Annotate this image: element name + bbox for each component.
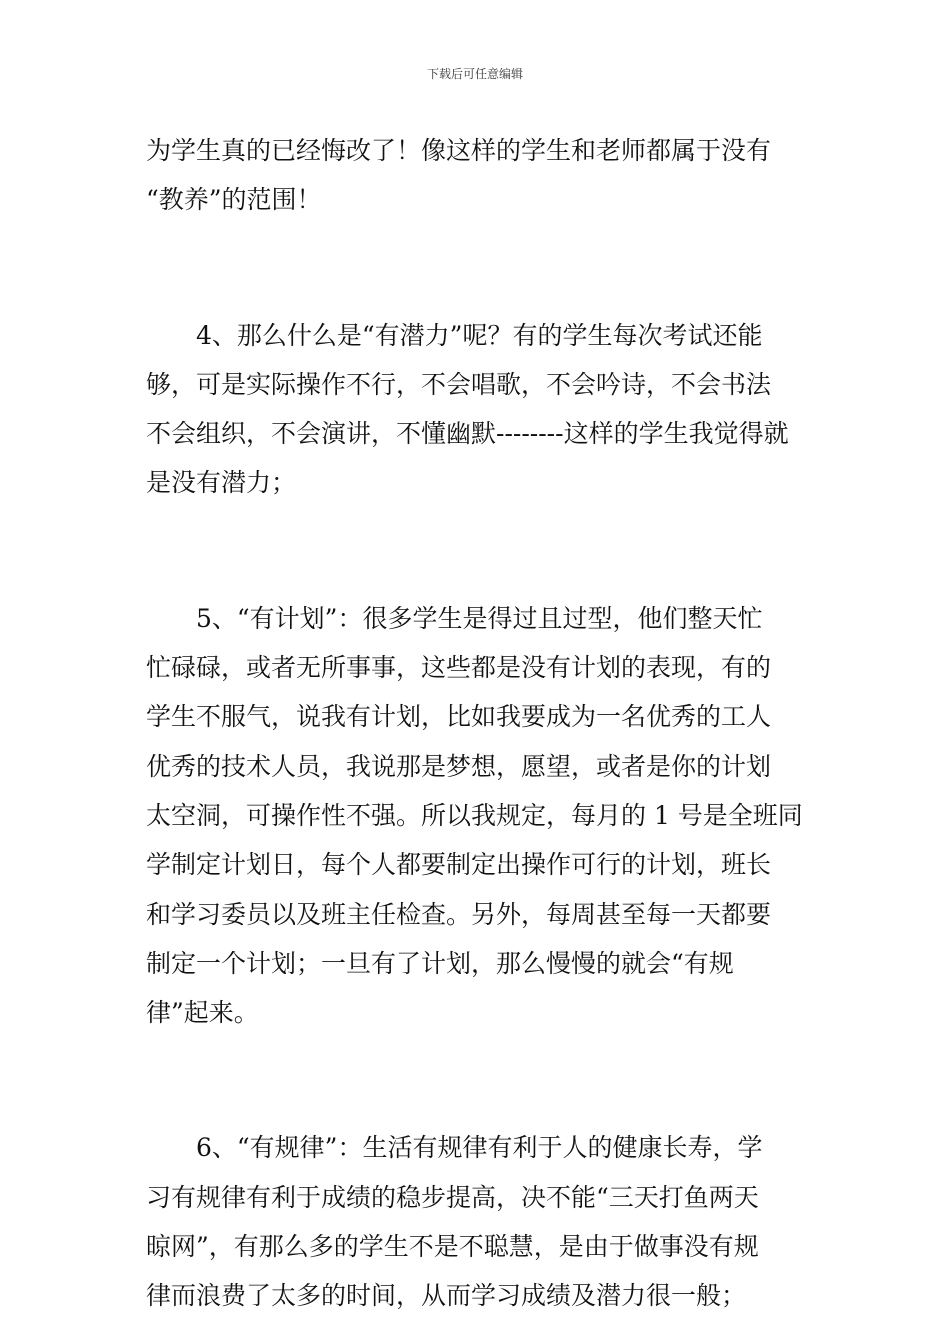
text-line: 忙碌碌，或者无所事事，这些都是没有计划的表现，有的 — [146, 653, 772, 683]
paragraph-spacer — [146, 508, 806, 594]
text-line: 为学生真的已经悔改了！像这样的学生和老师都属于没有 — [146, 136, 772, 165]
text-line: 习有规律有利于成绩的稳步提高，决不能“三天打鱼两天 — [146, 1182, 759, 1212]
text-line: 是没有潜力； — [146, 468, 297, 498]
text-line: 和学习委员以及班主任检查。另外，每周甚至每一天都要 — [146, 899, 772, 929]
paragraph-item-6 — [146, 1123, 806, 1320]
paragraph-item-5 — [146, 594, 806, 1038]
text-line: 优秀的技术人员，我说那是梦想，愿望，或者是你的计划 — [146, 751, 772, 781]
text-line: 4、那么什么是“有潜力”呢？有的学生每次考试还能 — [196, 320, 763, 350]
text-line: 制定一个计划；一旦有了计划，那么慢慢的就会“有规 — [146, 948, 734, 978]
text-line: 学制定计划日，每个人都要制定出操作可行的计划，班长 — [146, 850, 772, 880]
paragraph-spacer — [146, 225, 806, 311]
text-line: 律”起来。 — [146, 998, 259, 1028]
text-line: 晾网”，有那么多的学生不是不聪慧，是由于做事没有规 — [146, 1232, 759, 1262]
text-line: 够，可是实际操作不行，不会唱歌，不会吟诗，不会书法 — [146, 369, 772, 399]
text-line: 学生不服气，说我有计划，比如我要成为一名优秀的工人 — [146, 702, 772, 732]
paragraph-item-4 — [146, 311, 806, 508]
text-line: 不会组织，不会演讲，不懂幽默--------这样的学生我觉得就 — [146, 419, 789, 449]
paragraph-continuation — [146, 126, 806, 225]
text-line: 太空洞，可操作性不强。所以我规定，每月的 1 号是全班同 — [146, 800, 803, 830]
text-line: 律而浪费了太多的时间，从而学习成绩及潜力很一般； — [146, 1281, 747, 1311]
paragraph-spacer — [146, 1037, 806, 1123]
text-line: 5、“有计划”：很多学生是得过且过型，他们整天忙 — [196, 603, 763, 633]
document-body — [146, 126, 806, 1321]
text-line: “教养”的范围！ — [146, 185, 322, 215]
text-line: 6、“有规律”：生活有规律有利于人的健康长寿，学 — [196, 1133, 763, 1163]
page-header: 下载后可任意编辑 — [426, 67, 523, 81]
